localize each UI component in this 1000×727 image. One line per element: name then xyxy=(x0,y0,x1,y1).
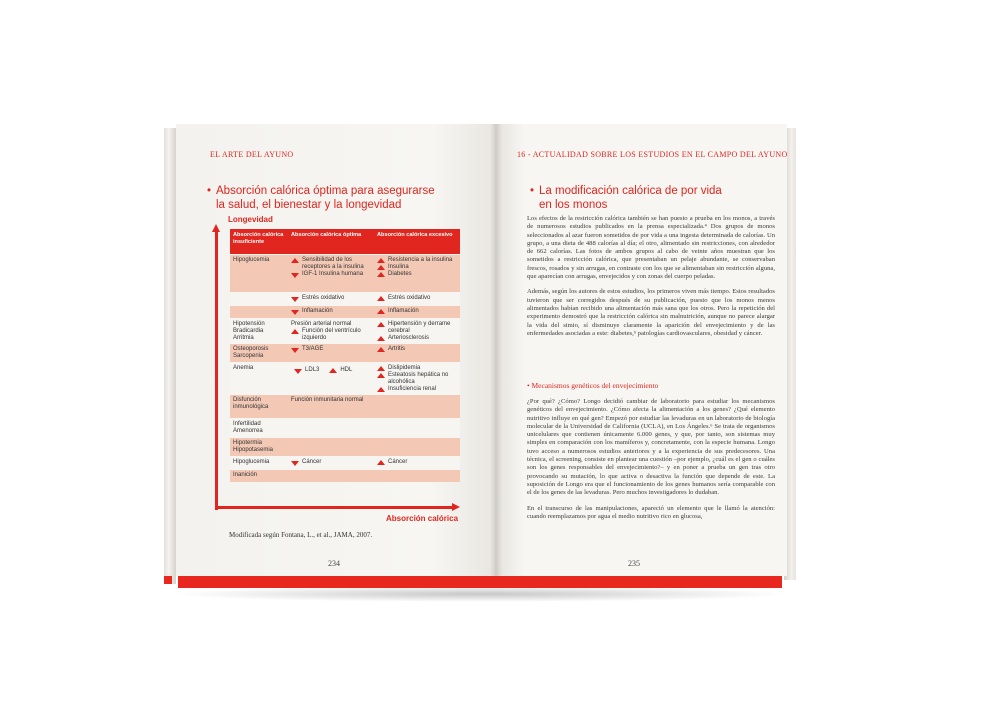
table-entry xyxy=(291,271,371,278)
inline-entries xyxy=(291,365,371,376)
increase-arrow-icon xyxy=(377,272,385,277)
table-entry xyxy=(291,397,371,404)
table-entry-text: Hipertensión y derrame cerebral xyxy=(388,321,451,334)
cell-optimal xyxy=(288,363,374,394)
table-body xyxy=(230,254,460,482)
table-row xyxy=(230,343,460,362)
cell-excessive xyxy=(374,293,460,305)
increase-arrow-icon xyxy=(329,368,337,373)
increase-arrow-icon xyxy=(291,258,299,263)
table-entry xyxy=(377,335,457,342)
cell-insufficient: Hipotermia Hipopotasemia xyxy=(233,440,274,453)
table-entry xyxy=(377,365,457,372)
decrease-arrow-icon xyxy=(294,369,302,374)
source-note: Modificada según Fontana, L., et al., JAMA, 2007. xyxy=(229,531,373,539)
table-entry xyxy=(377,321,457,335)
table-row xyxy=(230,305,460,318)
cell-insufficient: Osteoporosis Sarcopenia xyxy=(233,346,269,359)
cell-excessive xyxy=(374,419,460,437)
increase-arrow-icon xyxy=(377,366,385,371)
increase-arrow-icon xyxy=(377,336,385,341)
cell-excessive xyxy=(374,306,460,318)
left-fore-edge xyxy=(164,128,176,584)
cell-optimal xyxy=(288,470,374,482)
table-entry xyxy=(291,346,371,353)
cell-insufficient: Disfunción inmunológica xyxy=(233,397,269,410)
left-title-line1: Absorción calórica óptima para asegurarse xyxy=(216,185,435,197)
cell-insufficient: Inanición xyxy=(233,472,258,478)
table-entry xyxy=(291,459,371,466)
left-folio: 234 xyxy=(328,559,340,568)
right-title-line1: La modificación calórica de por vida xyxy=(539,185,722,197)
cell-optimal xyxy=(288,293,374,305)
cell-excessive xyxy=(374,470,460,482)
cell-insufficient xyxy=(230,293,288,305)
increase-arrow-icon xyxy=(291,329,299,334)
table-entry-text: Inflamación xyxy=(388,308,419,314)
table-entry-text: Resistencia a la insulina xyxy=(388,257,453,263)
cell-optimal xyxy=(288,319,374,343)
decrease-arrow-icon xyxy=(291,273,299,278)
cell-optimal xyxy=(288,306,374,318)
increase-arrow-icon xyxy=(377,322,385,327)
table-entry-text: Sensibilidad de los receptores a la insulina xyxy=(302,257,364,270)
table-entry xyxy=(294,367,319,374)
table-entry xyxy=(377,271,457,278)
paragraph-2: Además, según los autores de estos estudios, los primeros viven más tiempo. Estos resultados tuvieron que ser corregidos después de su publicación, puesto que los monos menos alimentados habían recibido una alimentación más sana que los otros. Pero la repetición del experimento demostró que la restricción calórica sin malnutrición, aunque no parece alargar la vida del simio, sí disminuye claramente la aparición del envejecimiento y de las enfermedades asociadas a este: diabetes,⁵ patologías cardiovasculares, obesidad y cáncer. xyxy=(527,288,775,337)
increase-arrow-icon xyxy=(377,309,385,314)
column-header-excessive: Absorción calórica excesivo xyxy=(377,232,453,238)
cell-excessive xyxy=(374,255,460,292)
increase-arrow-icon xyxy=(377,265,385,270)
right-section-title xyxy=(530,184,722,212)
column-header-insufficient: Absorción calórica insuficiente xyxy=(233,232,284,245)
cell-excessive xyxy=(374,457,460,469)
table-row xyxy=(230,456,460,469)
increase-arrow-icon xyxy=(377,387,385,392)
cell-excessive xyxy=(374,438,460,456)
paragraph-3: ¿Por qué? ¿Cómo? Longo decidió cambiar de laboratorio para estudiar los mecanismos genéticos del envejecimiento. ¿Cómo afecta la alimentación a los genes? ¿Qué elemento nutritivo influye en qué gen? Empezó por estudiar las levaduras en un laboratorio de biología molecular de la Universidad de California (UCLA), en Los Ángeles.⁶ Se trata de organismos unicelulares que contienen únicamente 6.000 genes, y que, por tanto, son sistemas muy simples en comparación con los mamíferos y, concretamente, con la especie humana. Longo tuvo acceso a numerosos estudios anteriores y a la experiencia de sus predecesores. Una técnica, el screening, consiste en plantear una cuestión –por ejemplo, ¿cuál es el gen o cuáles son los genes responsables del envejecimiento?– y en poner a prueba un gen tras otro provocando su mutación, lo que activa o desactiva la función que depende de este. La suposición de Longo era que el funcionamiento de los genes humanos sería comparable con el de los genes de las levaduras. Pero muchos investigadores lo dudaban. xyxy=(527,398,775,497)
table-entry-text: Dislipidemia xyxy=(388,365,421,371)
cell-optimal xyxy=(288,395,374,418)
table-entry xyxy=(291,321,371,328)
table-row xyxy=(230,418,460,437)
table-entry-text: HDL xyxy=(340,367,353,373)
table-row xyxy=(230,254,460,292)
y-axis-arrow xyxy=(212,224,220,232)
subsection-heading: • Mecanismos genéticos del envejecimiento xyxy=(527,381,659,390)
cell-insufficient: Hipotensión Bradicardia Arritmia xyxy=(233,321,265,341)
table-entry-text: IGF-1 Insulina humana xyxy=(302,271,364,277)
increase-arrow-icon xyxy=(377,296,385,301)
column-header-optimal: Absorción calórica óptima xyxy=(291,232,362,238)
table-entry-text: Estrés oxidativo xyxy=(302,295,345,301)
table-entry xyxy=(329,367,352,374)
increase-arrow-icon xyxy=(377,460,385,465)
book-gutter xyxy=(490,124,502,576)
table-entry-text: Cáncer xyxy=(388,459,408,465)
table-entry xyxy=(377,308,457,315)
y-axis-title: Longevidad xyxy=(228,215,273,224)
title-bullet: • xyxy=(530,185,535,197)
table-entry-text: Cáncer xyxy=(302,459,322,465)
table-row xyxy=(230,292,460,305)
x-axis-title: Absorción calórica xyxy=(386,514,459,523)
cell-excessive xyxy=(374,395,460,418)
cell-insufficient: Infertilidad Amenorrea xyxy=(233,421,263,434)
increase-arrow-icon xyxy=(377,373,385,378)
right-body-bottom xyxy=(527,398,775,528)
paragraph-4: En el transcurso de las manipulaciones, apareció un elemento que le llamó la atención: cuando reemplazamos por agua el medio nutritivo rico en glucosa, xyxy=(527,504,775,520)
cell-insufficient: Anemia xyxy=(233,365,254,371)
caloric-intake-table xyxy=(230,229,460,482)
table-entry-text: Arteriosclerosis xyxy=(388,335,430,341)
title-bullet: • xyxy=(207,185,212,197)
left-title-line2: la salud, el bienestar y la longevidad xyxy=(216,199,402,211)
x-axis-line xyxy=(215,506,453,509)
table-entry-text: Artritis xyxy=(388,346,405,352)
table-entry-text: Función inmunitaria normal xyxy=(291,397,364,403)
cell-optimal xyxy=(288,457,374,469)
table-entry xyxy=(377,386,457,393)
decrease-arrow-icon xyxy=(291,461,299,466)
left-section-title xyxy=(207,184,435,212)
table-entry-text: Inflamación xyxy=(302,308,333,314)
paragraph-1: Los efectos de la restricción calórica también se han puesto a prueba en los monos, a través de numerosos estudios publicados en la prensa especializada.⁴ Dos grupos de monos seleccionados al azar fueron sometidos de por vida a una ingesta determinada de calorías. Un grupo, a una dieta de 488 calorías al día; el otro, alimentado sin restricciones, con alrededor de 662 calorías. Las fotos de ambos grupos al cabo de veinte años muestran que los sometidos a restricción calórica, que presentaban un pelaje abundante, se conservaban frescos, rosados y sin arrugas, en contraste con los que se alimentaban sin restricción alguna, que aparecían con arrugas, envejecidos y con zonas del cuerpo peladas. xyxy=(527,215,775,281)
table-entry-text: Insuficiencia renal xyxy=(388,386,437,392)
table-entry-text: Función del ventrículo izquierdo xyxy=(302,328,361,341)
table-entry-text: Estrés oxidativo xyxy=(388,295,431,301)
cell-optimal xyxy=(288,419,374,437)
left-running-head: EL ARTE DEL AYUNO xyxy=(210,150,294,159)
table-entry-text: Presión arterial normal xyxy=(291,321,352,327)
increase-arrow-icon xyxy=(377,258,385,263)
table-entry xyxy=(291,257,371,271)
table-row xyxy=(230,394,460,418)
table-entry xyxy=(377,264,457,271)
cell-excessive xyxy=(374,319,460,343)
table-entry xyxy=(377,257,457,264)
table-entry xyxy=(377,372,457,386)
y-axis-line xyxy=(215,230,218,510)
cell-optimal xyxy=(288,344,374,362)
cell-insufficient xyxy=(230,306,288,318)
right-folio: 235 xyxy=(628,559,640,568)
right-title-line2: en los monos xyxy=(539,199,608,211)
table-row xyxy=(230,437,460,456)
cell-optimal xyxy=(288,255,374,292)
increase-arrow-icon xyxy=(377,347,385,352)
cell-insufficient: Hipoglucemia xyxy=(233,257,270,263)
table-entry-text: Esteatosis hepática no alcohólica xyxy=(388,372,449,385)
decrease-arrow-icon xyxy=(291,297,299,302)
cell-excessive xyxy=(374,344,460,362)
table-entry-text: Diabetes xyxy=(388,271,412,277)
cell-insufficient: Hipoglucemia xyxy=(233,459,270,465)
table-entry-text: Insulina xyxy=(388,264,409,270)
x-axis-arrow xyxy=(452,503,460,511)
table-entry xyxy=(291,295,371,302)
table-entry xyxy=(377,346,457,353)
table-entry xyxy=(377,459,457,466)
table-header xyxy=(230,229,460,254)
table-entry xyxy=(291,308,371,315)
right-body-top xyxy=(527,215,775,345)
table-entry-text: LDL3 xyxy=(305,367,320,373)
cell-optimal xyxy=(288,438,374,456)
table-entry xyxy=(377,295,457,302)
cell-excessive xyxy=(374,363,460,394)
table-row xyxy=(230,362,460,394)
table-row xyxy=(230,318,460,343)
book-shadow xyxy=(168,586,792,602)
table-row xyxy=(230,469,460,482)
table-entry-text: T3/AGE xyxy=(302,346,324,352)
decrease-arrow-icon xyxy=(291,310,299,315)
table-entry xyxy=(291,328,371,342)
decrease-arrow-icon xyxy=(291,348,299,353)
right-running-head: 16 - ACTUALIDAD SOBRE LOS ESTUDIOS EN EL CAMPO DEL AYUNO xyxy=(517,150,788,159)
